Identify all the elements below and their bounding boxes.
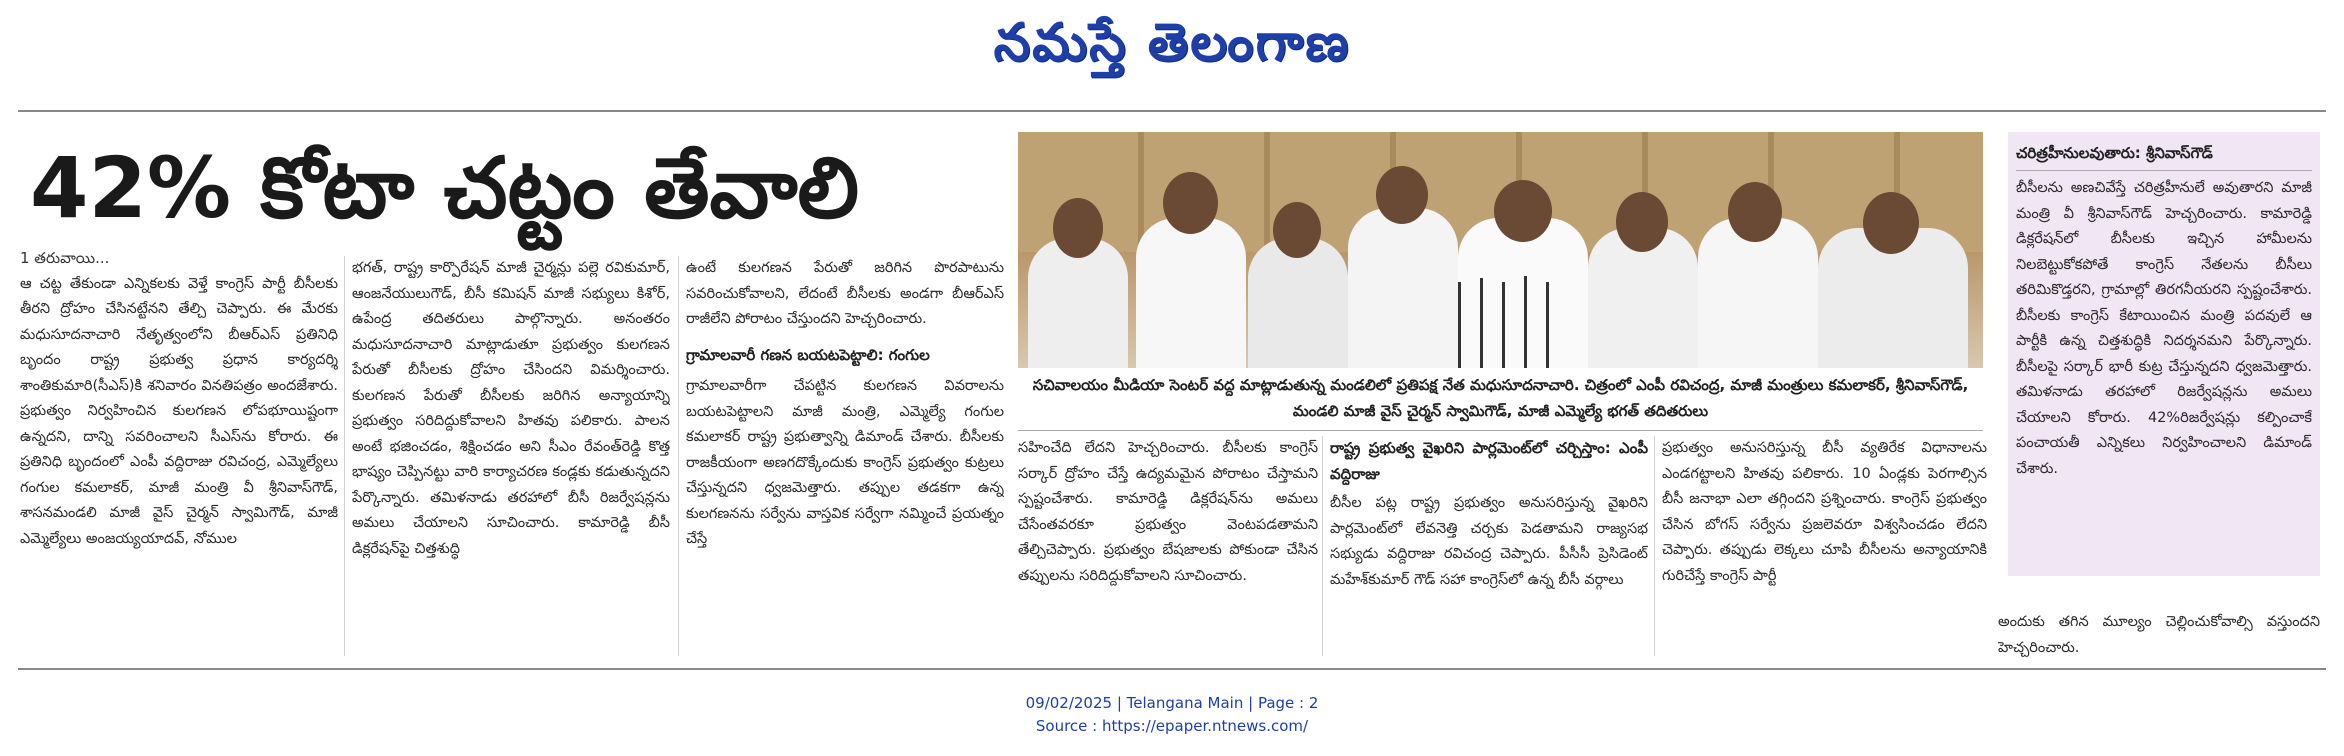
person-head [1053, 198, 1103, 258]
person-head [1494, 180, 1552, 242]
person-head [1863, 192, 1919, 254]
footer-edition-info: 09/02/2025 | Telangana Main | Page : 2 [1025, 694, 1319, 712]
masthead-logo: నమస్తే తెలంగాణ [993, 12, 1351, 73]
sidebar-body [2016, 176, 2312, 572]
article-text-7: అందుకు తగిన మూల్యం చెల్లించుకోవాల్సి వస్తుందని హెచ్చరించారు. [1998, 614, 2320, 656]
article-text-6: ప్రభుత్వం అనుసరిస్తున్న బీసీ వ్యతిరేక విధానాలను ఎండగట్టాలని హితవు పలికారు. 10 ఏండ్లకు పెరగాల్సిన బీసీ జనాభా ఎలా తగ్గిందని ప్రశ్నించారు. కాంగ్రెస్ ప్రభుత్వం చేసిన బోగస్ సర్వేను ప్రజలెవరూ విశ్వసించడం లేదని చెప్పారు. తప్పుడు లెక్కలు చూపి బీసీలను అన్యాయానికి గురిచేస్తే కాంగ్రెస్ పార్టీ [1662, 440, 1987, 584]
column-divider [1654, 436, 1655, 656]
footer-source-link[interactable]: Source : https://epaper.ntnews.com/ [1035, 717, 1309, 735]
article-column-2 [352, 256, 670, 656]
person-head [1376, 166, 1428, 224]
subheading-vaddiraju: రాష్ట్ర ప్రభుత్వ వైఖరిని పార్లమెంట్‌లో చర్చిస్తాం: ఎంపీ వద్దిరాజు [1330, 439, 1648, 483]
microphone [1524, 276, 1527, 368]
caption-divider [1018, 430, 1983, 431]
article-column-6 [1662, 436, 1987, 656]
top-divider [18, 110, 2326, 112]
article-text-3a: ఉంటే కులగణన పేరుతో జరిగిన పొరపాటును సవరించుకోవాలని, లేదంటే బీసీలకు అండగా బీఆర్ఎస్ రాజీలేని పోరాటం చేస్తుందని హెచ్చరించారు. [686, 260, 1004, 327]
person-head [1163, 172, 1218, 234]
microphone [1480, 278, 1483, 368]
sidebar-divider [2016, 170, 2312, 171]
microphone [1546, 282, 1549, 368]
subheading-gangula: గ్రామాలవారీ గణన బయటపెట్టాలి: గంగుల [686, 345, 930, 364]
microphone [1502, 282, 1505, 368]
person-head [1616, 192, 1668, 252]
headline: 42% కోటా చట్టం తేవాలి [30, 139, 860, 237]
group-photo [1018, 132, 1983, 368]
column-divider [344, 256, 345, 656]
bottom-divider [18, 668, 2326, 670]
person-head [1273, 202, 1321, 258]
article-column-1 [20, 246, 338, 656]
article-column-3 [686, 256, 1004, 656]
column-divider [1322, 436, 1323, 656]
article-text-2: భగత్, రాష్ట్ర కార్పొరేషన్ మాజీ చైర్మన్లు పల్లె రవికుమార్, ఆంజనేయులుగౌడ్, బీసీ కమిషన్ మాజీ సభ్యులు కిశోర్, ఉపేంద్ర తదితరులు పాల్గొన్నారు. అనంతరం మధుసూదనాచారి మాట్లాడుతూ ప్రభుత్వం కులగణన పేరుతో బీసీలకు ద్రోహం చేసిందని విమర్శించారు. కులగణన పేరుతో బీసీలకు జరిగిన అన్యాయాన్ని ప్రభుత్వం సరిదిద్దుకోవాలని హితవు పలికారు. పాలన అంటే భజించడం, శిక్షించడం అని సీఎం రేవంత్‌రెడ్డి కొత్త భాష్యం చెప్పినట్టు వారి కార్యాచరణ కండ్లకు కడుతున్నదని పేర్కొన్నారు. తమిళనాడు తరహాలో బీసీ రిజర్వేషన్లను అమలు చేయాలని సూచించారు. కామారెడ్డి బీసీ డిక్లరేషన్‌పై చిత్తశుద్ధి [352, 260, 670, 557]
continued-marker: 1 తరువాయి... [20, 249, 110, 267]
article-text-1: ఆ చట్ట తేకుండా ఎన్నికలకు వెళ్తే కాంగ్రెస్ పార్టీ బీసీలకు తీరని ద్రోహం చేసినట్టేనని తేల్చి చెప్పారు. ఈ మేరకు మధుసూదనాచారి నేతృత్వంలోని బీఆర్ఎస్ ప్రతినిధి బృందం రాష్ట్ర ప్రభుత్వ ప్రధాన కార్యదర్శి శాంతికుమారి(సీఎస్)కి శనివారం వినతిపత్రం అందజేశారు. ప్రభుత్వం నిర్వహించిన కులగణన లోపభూయిష్టంగా ఉన్నదని, దాన్ని సవరించాలని సీఎస్‌ను కోరారు. ఈ ప్రతినిధి బృందంలో ఎంపీ వద్దిరాజు రవిచంద్ర, ఎమ్మెల్యేలు గంగుల కమలాకర్, మాజీ మంత్రి వీ శ్రీనివాస్‌గౌడ్, శాసనమండలి మాజీ వైస్ చైర్మన్ స్వామిగౌడ్, మాజీ ఎమ్మెల్యేలు అంజయ్యయాదవ్, నోముల [20, 275, 338, 547]
person-figure [1348, 208, 1458, 368]
article-column-4 [1018, 436, 1318, 656]
microphone [1458, 282, 1461, 368]
article-column-5 [1330, 436, 1648, 656]
sidebar-text: బీసీలను అణచివేస్తే చరిత్రహీనులే అవుతారని మాజీ మంత్రి వీ శ్రీనివాస్‌గౌడ్ హెచ్చరించారు. కామారెడ్డి డిక్లరేషన్‌లో బీసీలకు ఇచ్చిన హామీలను నిలబెట్టుకోకపోతే కాంగ్రెస్ నేతలను బీసీలు తరిమికొడ్తరని, గ్రామాల్లో తిరగనీయరని స్పష్టంచేశారు. బీసీలకు కాంగ్రెస్ కేటాయించిన మంత్రి పదవులే ఆ పార్టీకి ఉన్న చిత్తశుద్ధికి నిదర్శనమని పేర్కొన్నారు. బీసీలపై సర్కార్ భారీ కుట్ర చేస్తున్నదని ధ్వజమెత్తారు. తమిళనాడు తరహాలో రిజర్వేషన్లను అమలు చేయాలని కోరారు. 42%రిజర్వేషన్లు కల్పించాకే పంచాయతీ ఎన్నికలు నిర్వహించాలని డిమాండ్ చేశారు. [2016, 180, 2312, 477]
article-text-3b: గ్రామాలవారీగా చేపట్టిన కులగణన వివరాలను బయటపెట్టాలని మాజీ మంత్రి, ఎమ్మెల్యే గంగుల కమలాకర్ రాష్ట్ర ప్రభుత్వాన్ని డిమాండ్ చేశారు. బీసీలకు రాజకీయంగా అణగదొక్కేందుకు కాంగ్రెస్ ప్రభుత్వం కుట్రలు చేస్తున్నదని ధ్వజమెత్తారు. తప్పుల తడకగా ఉన్న కులగణనను సర్వేను వాస్తవిక సర్వేగా నమ్మించే ప్రయత్నం చేస్తే [686, 378, 1004, 547]
sidebar-title: చరిత్రహీనులవుతారు: శ్రీనివాస్‌గౌడ్ [2016, 144, 2213, 162]
column-divider [678, 256, 679, 656]
person-figure [1136, 218, 1246, 368]
person-head [1728, 182, 1782, 242]
photo-caption: సచివాలయం మీడియా సెంటర్ వద్ద మాట్లాడుతున్న మండలిలో ప్రతిపక్ష నేత మధుసూదనాచారి. చిత్రంలో ఎంపీ రవిచంద్ర, మాజీ మంత్రులు కమలాకర్, శ్రీనివాస్‌గౌడ్, మండలి మాజీ వైస్ చైర్మన్ స్వామిగౌడ్, మాజీ ఎమ్మెల్యే భగత్ తదితరులు [1032, 376, 1969, 420]
article-text-4: సహించేది లేదని హెచ్చరించారు. బీసీలకు కాంగ్రెస్ సర్కార్ ద్రోహం చేస్తే ఉద్యమమైన పోరాటం చేస్తామని స్పష్టంచేశారు. కామారెడ్డి డిక్లరేషన్‌ను అమలు చేసేంతవరకూ ప్రభుత్వం వెంటపడతామని తేల్చిచెప్పారు. ప్రభుత్వం బేషజాలకు పోకుండా చేసిన తప్పులను సరిదిద్దుకోవాలని సూచించారు. [1018, 440, 1318, 584]
article-text-5: బీసీల పట్ల రాష్ట్ర ప్రభుత్వం అనుసరిస్తున్న వైఖరిని పార్లమెంట్‌లో లేవనెత్తి చర్చకు పెడతామని రాజ్యసభ సభ్యుడు వద్దిరాజు రవిచంద్ర చెప్పారు. పీసీసీ ప్రెసిడెంట్ మహేశ్‌కుమార్ గౌడ్ సహా కాంగ్రెస్‌లో ఉన్న బీసీ వర్గాలు [1330, 495, 1648, 588]
article-column-7 [1998, 610, 2320, 666]
